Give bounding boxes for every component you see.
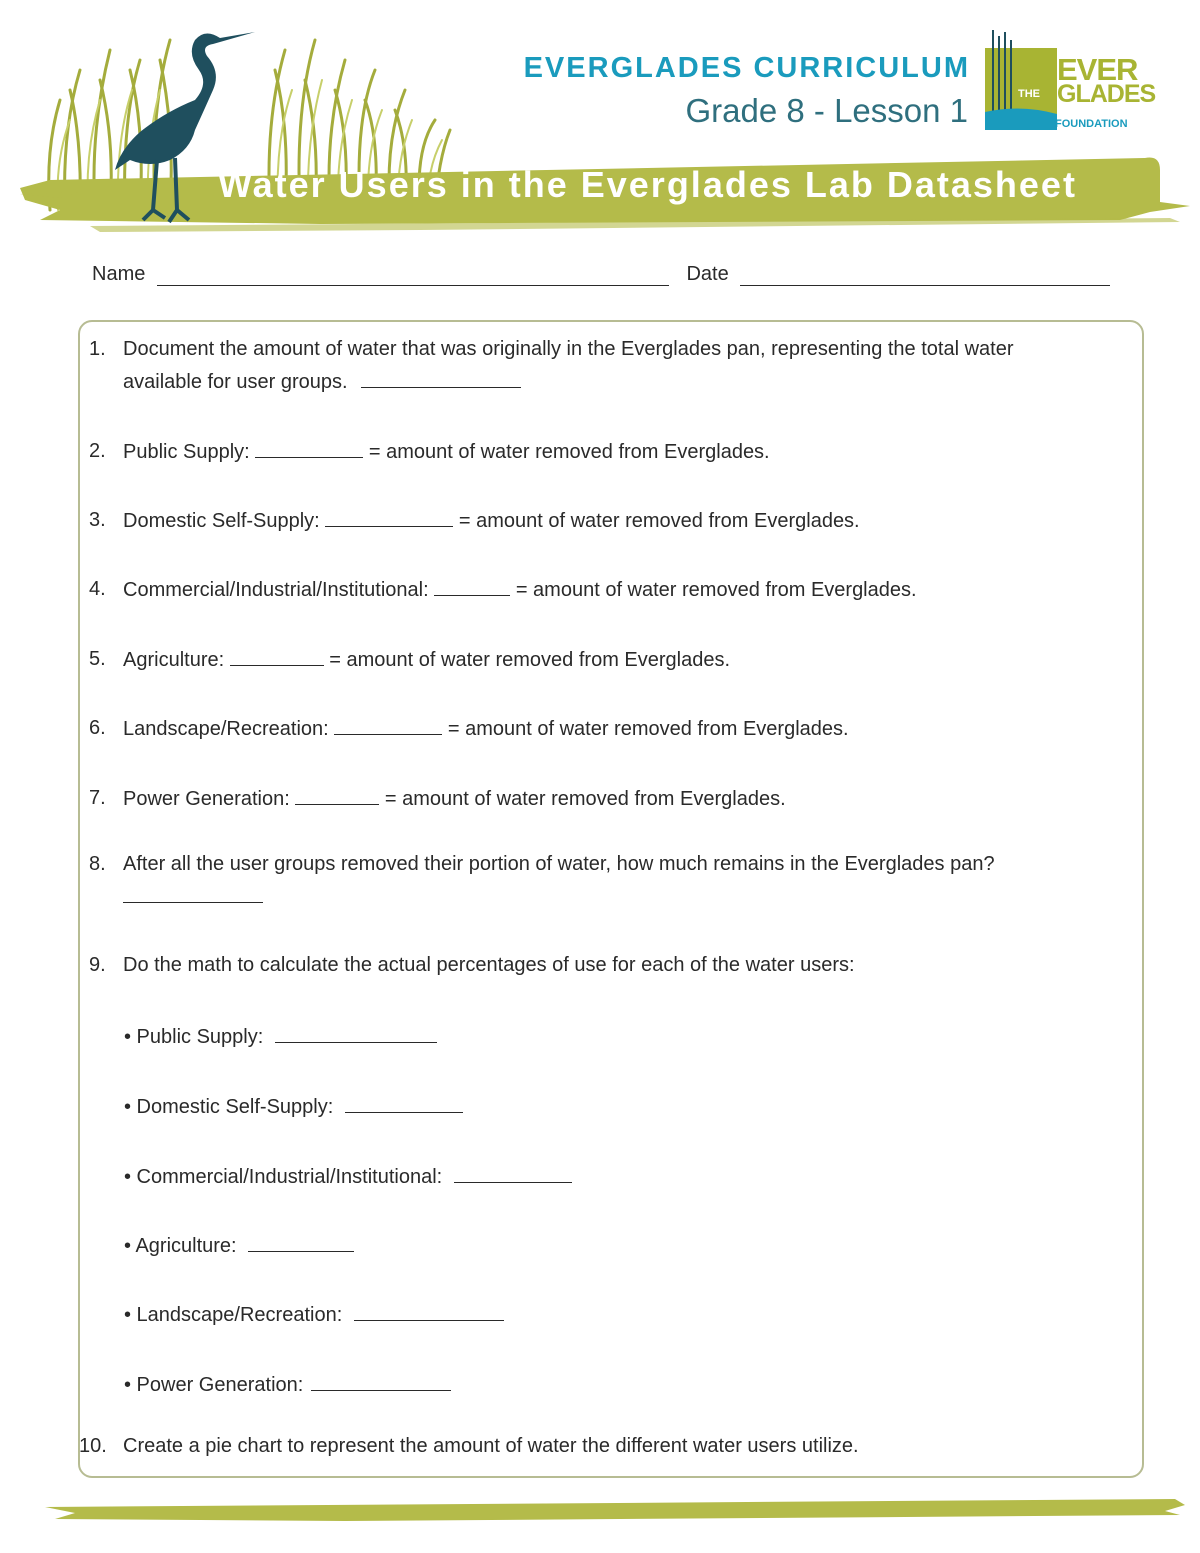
question-text (123, 712, 849, 745)
question-3 (89, 504, 1129, 536)
question-suffix: = amount of water removed from Everglades. (447, 718, 849, 740)
curriculum-title: EVERGLADES CURRICULUM (523, 52, 970, 84)
question-suffix: = amount of water removed from Everglades. (329, 649, 731, 671)
percent-landscape-answer[interactable] (354, 1298, 504, 1321)
question-suffix: = amount of water removed from Everglades. (458, 510, 860, 532)
question-suffix: = amount of water removed from Everglades. (384, 788, 786, 810)
question-text (123, 504, 860, 537)
percent-item-commercial (124, 1160, 572, 1189)
percent-power-answer[interactable] (311, 1368, 451, 1391)
agriculture-answer[interactable] (230, 643, 324, 666)
reeds-icon (985, 30, 1057, 130)
percent-item-label: • Landscape/Recreation: (124, 1304, 343, 1326)
question-text: Create a pie chart to represent the amount of water the different water users utilize. (123, 1435, 859, 1457)
question-number: 5. (89, 648, 106, 670)
percent-item-power (124, 1368, 451, 1397)
question-number: 2. (89, 440, 106, 462)
percent-domestic-answer[interactable] (345, 1090, 463, 1113)
question-1 (89, 333, 1129, 397)
percent-item-landscape (124, 1298, 504, 1327)
date-field[interactable] (740, 265, 1110, 286)
page-title: Water Users in the Everglades Lab Datasheet (218, 164, 1077, 205)
remaining-water-line (123, 880, 263, 913)
percent-item-label: • Power Generation: (124, 1374, 304, 1396)
logo-glades-text: GLADES (1057, 80, 1156, 108)
footer-band (45, 1495, 1185, 1525)
percent-item-agriculture (124, 1229, 354, 1258)
question-number: 1. (89, 338, 106, 360)
question-number: 4. (89, 578, 106, 600)
power-generation-answer[interactable] (295, 782, 379, 805)
total-water-answer[interactable] (361, 365, 521, 388)
question-text: Do the math to calculate the actual percentages of use for each of the water users: (123, 954, 855, 976)
question-suffix: = amount of water removed from Everglades. (515, 579, 917, 601)
percent-item-domestic (124, 1090, 463, 1119)
question-4 (89, 573, 1129, 605)
question-9 (89, 949, 1129, 981)
question-number: 9. (89, 954, 106, 976)
percent-agriculture-answer[interactable] (248, 1229, 354, 1252)
grade-lesson-label: Grade 8 - Lesson 1 (685, 92, 968, 129)
question-text (123, 782, 786, 815)
question-8 (89, 848, 1129, 912)
question-text-continued (123, 365, 521, 398)
question-text (123, 643, 730, 676)
question-10 (79, 1430, 1129, 1462)
question-6 (89, 712, 1129, 744)
question-number: 6. (89, 717, 106, 739)
question-number: 10. (79, 1435, 107, 1457)
landscape-recreation-answer[interactable] (334, 712, 442, 735)
logo-the-text: THE (1018, 88, 1040, 100)
question-7 (89, 782, 1129, 814)
percent-item-label: • Commercial/Industrial/Institutional: (124, 1166, 443, 1188)
question-label: Power Generation: (123, 788, 290, 810)
percent-item-label: • Public Supply: (124, 1026, 264, 1048)
question-text-line2: available for user groups. (123, 371, 348, 393)
domestic-self-supply-answer[interactable] (325, 504, 453, 527)
question-suffix: = amount of water removed from Everglades. (368, 441, 770, 463)
question-text: After all the user groups removed their portion of water, how much remains in the Everglades pan? (123, 853, 995, 875)
percent-item-public-supply (124, 1020, 437, 1049)
question-2 (89, 435, 1129, 467)
logo-ever-text: EVER (1057, 52, 1138, 87)
question-number: 8. (89, 853, 106, 875)
question-label: Landscape/Recreation: (123, 718, 329, 740)
percent-item-label: • Domestic Self-Supply: (124, 1096, 334, 1118)
question-number: 7. (89, 787, 106, 809)
remaining-water-answer[interactable] (123, 880, 263, 903)
date-label: Date (686, 263, 729, 285)
question-text (123, 573, 917, 606)
commercial-answer[interactable] (434, 573, 510, 596)
question-label: Domestic Self-Supply: (123, 510, 320, 532)
question-label: Agriculture: (123, 649, 225, 671)
name-field[interactable] (157, 265, 669, 286)
name-label: Name (92, 263, 146, 285)
question-number: 3. (89, 509, 106, 531)
question-text (123, 435, 770, 468)
question-label: Commercial/Industrial/Institutional: (123, 579, 429, 601)
question-text: Document the amount of water that was originally in the Everglades pan, representing the total water (123, 338, 1014, 360)
percent-item-label: • Agriculture: (124, 1235, 237, 1257)
percent-public-supply-answer[interactable] (275, 1020, 437, 1043)
question-5 (89, 643, 1129, 675)
logo-foundation-text: FOUNDATION (1055, 118, 1128, 130)
percent-commercial-answer[interactable] (454, 1160, 572, 1183)
public-supply-answer[interactable] (255, 435, 363, 458)
question-label: Public Supply: (123, 441, 250, 463)
everglades-foundation-logo (985, 30, 1155, 135)
name-date-row (92, 263, 1110, 286)
